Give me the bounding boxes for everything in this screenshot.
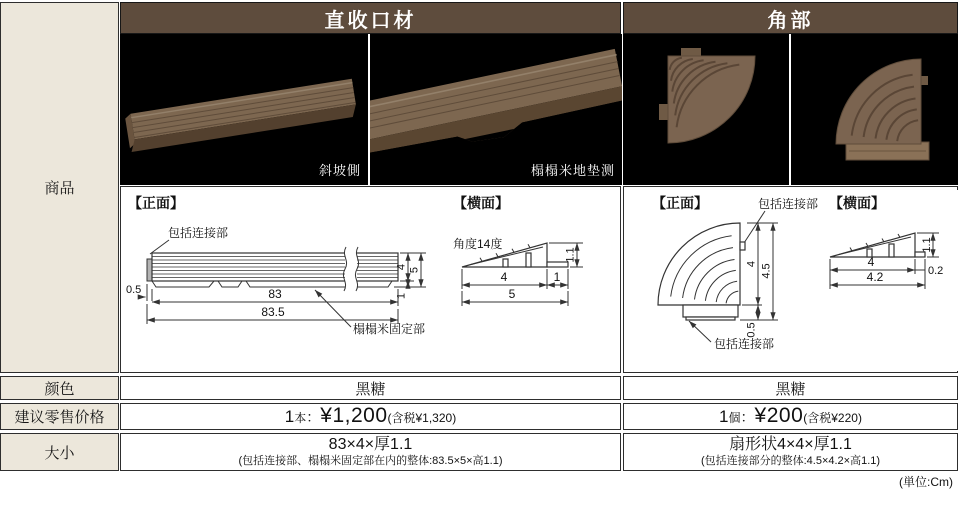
product-photo-corner-back [791,34,958,185]
size-detail: (包括连接部、榻榻米固定部在内的整体:83.5×5×高1.1) [238,455,503,468]
corner-front-render [623,34,789,185]
straight-front-connector-label: 包括连接部 [168,226,229,240]
connector-leader-line [150,240,169,254]
photo-caption-slope-side: 斜坡側 [318,163,361,178]
product-photo-tatami-side [370,34,622,185]
dim-1: 1 [395,292,408,300]
sidebar-cell-product [0,2,119,373]
price-tax: (含税¥1,320) [387,411,457,425]
connector-top-leader [744,211,765,243]
dim-4: 4 [500,270,508,284]
straight-front-title: 【正面】 [128,195,184,211]
product-photo-slope-side [120,34,368,185]
dim-5: 5 [508,287,516,301]
col-header-straight [120,2,621,34]
price-unit: 個 [728,411,741,425]
col-header-corner-label: 角部 [767,9,814,32]
sidebar-cell-price [0,403,119,430]
straight-side-title: 【横面】 [453,195,509,211]
price-unit: 本 [294,411,307,425]
dim-4: 4 [395,263,408,271]
price-amount: ¥200 [754,404,804,427]
size-value-corner [623,433,958,471]
corner-front-connector-top-label: 包括连接部 [758,197,819,211]
dim-4: 4 [867,255,875,269]
price-colon: ： [306,409,321,425]
sidebar-cell-size [0,433,119,471]
sidebar-label-size: 大小 [44,444,75,462]
corner-front-connector-bottom-label: 包括连接部 [714,337,775,351]
sidebar-label-product: 商品 [44,180,75,197]
diagram-straight-side [450,190,585,371]
price-value-corner [623,403,958,430]
color-value-straight [120,376,621,400]
photo-caption-tatami-side: 榻榻米地垫测 [530,163,615,178]
diagram-corner-front [648,190,820,371]
price-qty: 1 [284,407,295,426]
diagram-corner-side [825,190,958,371]
diagram-straight-front [125,190,445,371]
fixing-leader-line [315,290,351,327]
sidebar-label-price: 建议零售价格 [14,409,105,426]
size-main: 83×4×厚1.1 [328,436,413,454]
dim-0-5: 0.5 [126,284,142,296]
straight-front-fixing-label: 榻榻米固定部 [353,322,426,336]
corner-front-title: 【正面】 [652,195,708,211]
color-value-corner-text: 黑糖 [775,380,806,398]
corner-side-title: 【横面】 [829,195,885,211]
dim-0-2: 0.2 [928,265,944,277]
price-value-straight [120,403,621,430]
sidebar-cell-color [0,376,119,400]
product-photo-corner-front [623,34,789,185]
connector-bottom-leader [689,321,711,342]
size-main: 扇形状4×4×厚1.1 [729,436,852,454]
dim-5: 5 [408,266,421,274]
break-gap [345,250,357,290]
straight-side-angle-label: 角度14度 [453,237,503,251]
dim-83-5: 83.5 [261,305,285,319]
dim-4-5: 4.5 [760,263,773,279]
straight-front-shape [147,247,398,291]
dim-1-1: 1.1 [564,247,577,263]
size-detail: (包括连接部分的整体:4.5×4.2×高1.1) [700,455,881,468]
price-tax: (含税¥220) [803,411,862,425]
price-colon: ： [740,409,755,425]
corner-back-render [791,34,958,185]
dim-1-1: 1.1 [921,237,933,253]
dim-0-5: 0.5 [745,322,758,338]
price-qty: 1 [719,407,729,426]
dim-4-2: 4.2 [866,270,884,284]
dim-83: 83 [268,287,282,301]
col-header-corner [623,2,958,34]
corner-front-shape [658,223,745,320]
size-value-straight [120,433,621,471]
dim-1: 1 [553,270,561,284]
col-header-straight-label: 直收口材 [324,9,417,32]
sidebar-label-color: 颜色 [44,380,75,398]
unit-note: (単位:Cm) [899,475,953,489]
color-value-straight-text: 黑糖 [355,380,386,398]
dim-4: 4 [745,260,758,268]
color-value-corner [623,376,958,400]
corner-side-shape [830,233,925,257]
price-amount: ¥1,200 [320,404,388,427]
